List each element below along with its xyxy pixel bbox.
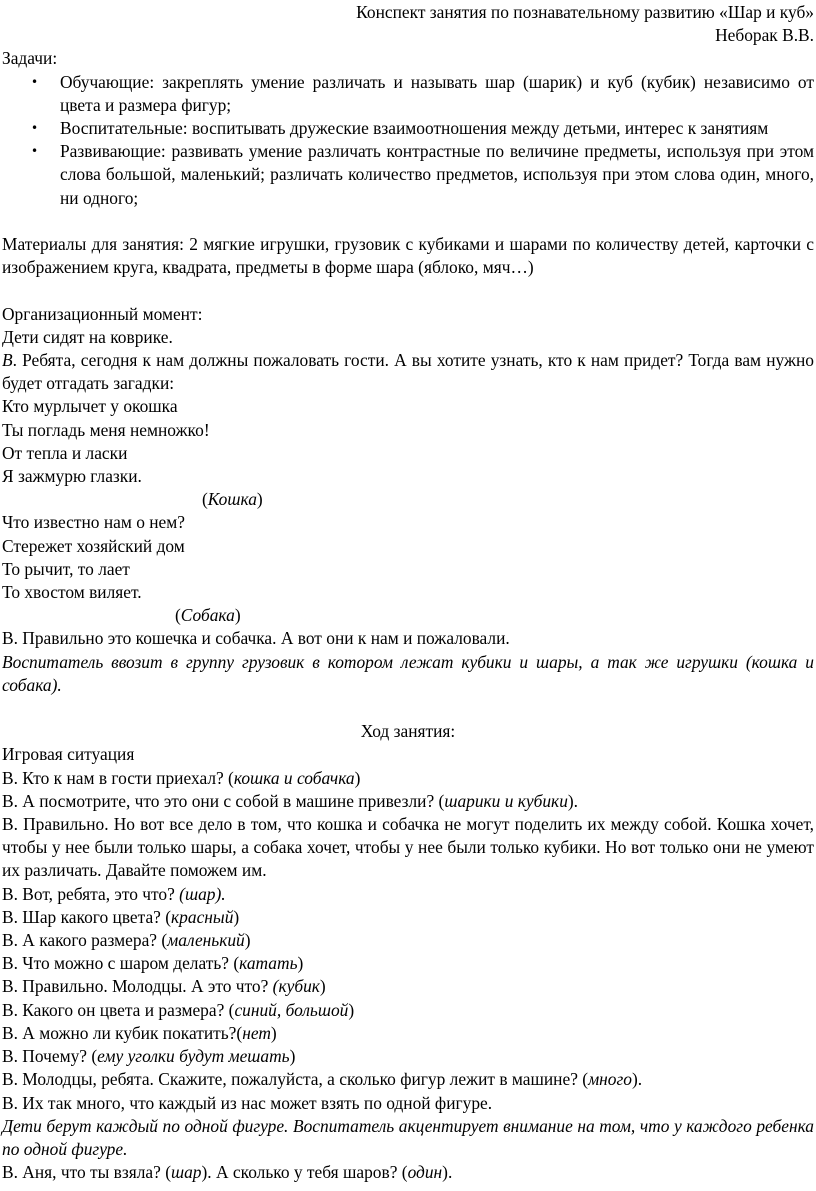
riddle-line: Стережет хозяйский дом	[2, 535, 185, 556]
teacher-intro-text: . Ребята, сегодня к нам должны пожаловать гости. А вы хотите узнать, кто к нам придет? Тогда вам нужно будет отгадать загадки:	[2, 350, 814, 394]
dialog-line: В. Аня, что ты взяла? (шар). А сколько у тебя шаров? (один).	[2, 1162, 453, 1183]
document-author: Неборак В.В.	[715, 25, 814, 46]
bullet-icon: •	[31, 121, 39, 136]
lesson-heading: Ход занятия:	[360, 721, 456, 742]
task-item-upbringing	[2, 117, 814, 140]
riddle-answer: (Кошка)	[202, 489, 263, 510]
lesson-subheading: Игровая ситуация	[2, 744, 135, 765]
riddle-line: Кто мурлычет у окошка	[2, 396, 178, 417]
teacher-remark: Дети берут каждый по одной фигуре. Воспитатель акцентирует внимание на том, что у каждого ребенка по одной фигуре.	[2, 1115, 814, 1159]
tasks-list	[2, 71, 814, 210]
dialog-paragraph: В. Правильно. Но вот все дело в том, что кошка и собачка не могут поделить их между собой. Кошка хочет, чтобы у нее были только шары, а собака хочет, чтобы у нее были только кубики. Но вот только они не умеют их различать. Давайте поможем им.	[2, 814, 814, 881]
dialog-line: В. Шар какого цвета? (красный)	[2, 906, 240, 927]
bullet-icon: •	[31, 74, 39, 89]
dialog-line: В. Какого он цвета и размера? (синий, большой)	[2, 999, 355, 1020]
spacer	[2, 697, 814, 720]
riddle-answer-text: Кошка	[207, 489, 257, 510]
dialog-line: В. Кто к нам в гости приехал? (кошка и собачка)	[2, 767, 361, 788]
dialog-line: В. Их так много, что каждый из нас может взять по одной фигуре.	[2, 1092, 493, 1113]
dialog-line: В. Правильно это кошечка и собачка. А вот они к нам и пожаловали.	[2, 628, 510, 649]
bullet-icon: •	[31, 144, 39, 159]
document-title: Конспект занятия по познавательному развитию «Шар и куб»	[356, 2, 814, 22]
materials-paragraph: Материалы для занятия: 2 мягкие игрушки, грузовик с кубиками и шарами по количеству детей, карточки с изображением круга, квадрата, предметы в форме шара (яблоко, мяч…)	[2, 234, 814, 278]
task-item-learning	[2, 71, 814, 117]
riddle-line: От тепла и ласки	[2, 442, 128, 463]
teacher-prefix: В	[2, 350, 13, 371]
dialog-line: В. Молодцы, ребята. Скажите, пожалуйста, а сколько фигур лежит в машине? (много).	[2, 1069, 643, 1090]
riddle-line: Что известно нам о нем?	[2, 512, 185, 533]
dialog-line: В. Почему? (ему уголки будут мешать)	[2, 1046, 296, 1067]
riddle-line: Ты погладь меня немножко!	[2, 419, 210, 440]
riddle-answer: (Собака)	[175, 605, 241, 626]
riddle-line: Я зажмурю глазки.	[2, 466, 142, 487]
spacer	[2, 210, 814, 233]
task-item-developing	[2, 140, 814, 210]
dialog-line: В. А посмотрите, что это они с собой в машине привезли? (шарики и кубики).	[2, 790, 579, 811]
org-heading: Организационный момент:	[2, 303, 203, 324]
dialog-line: В. Что можно с шаром делать? (катать)	[2, 953, 304, 974]
task-text: Воспитательные: воспитывать дружеские взаимоотношения между детьми, интерес к занятиям	[60, 118, 769, 139]
dialog-line: В. А какого размера? (маленький)	[2, 930, 251, 951]
task-text: Обучающие: закреплять умение различать и называть шар (шарик) и куб (кубик) независимо от цвета и размера фигур;	[60, 71, 814, 115]
riddle-answer-text: Собака	[180, 605, 235, 626]
tasks-heading: Задачи:	[2, 48, 58, 69]
org-line: Дети сидят на коврике.	[2, 326, 173, 347]
dialog-line: В. Правильно. Молодцы. А это что? (кубик)	[2, 976, 326, 997]
riddle-line: То хвостом виляет.	[2, 582, 142, 603]
riddle-line: То рычит, то лает	[2, 558, 130, 579]
teacher-remark: Воспитатель ввозит в группу грузовик в котором лежат кубики и шары, а так же игрушки (кошка и собака).	[2, 651, 814, 695]
dialog-line: В. Вот, ребята, это что? (шар).	[2, 883, 226, 904]
dialog-line: В. А можно ли кубик покатить?(нет)	[2, 1022, 277, 1043]
task-text: Развивающие: развивать умение различать контрастные по величине предметы, используя при этом слова большой, маленький; различать количество предметов, используя при этом слова один, много, ни одного;	[60, 141, 814, 208]
document-content	[2, 1, 814, 1184]
spacer	[2, 279, 814, 302]
teacher-intro	[2, 349, 814, 395]
